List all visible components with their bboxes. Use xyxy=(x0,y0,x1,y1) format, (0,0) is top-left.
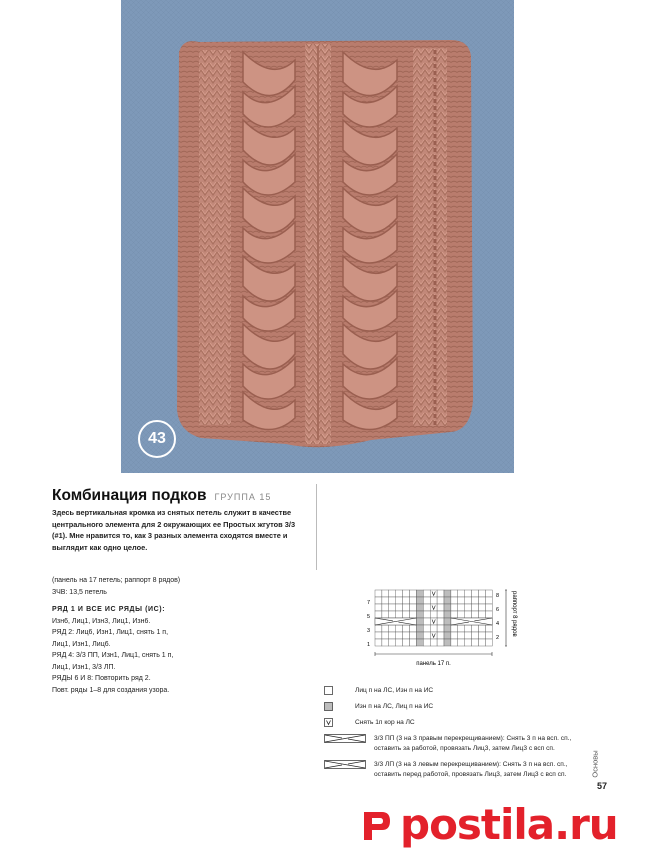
pattern-title: Комбинация подков xyxy=(52,487,207,504)
chart-cell xyxy=(403,597,410,604)
chart-cell xyxy=(472,632,479,639)
chart-cell xyxy=(458,604,465,611)
chart-cell xyxy=(416,639,423,646)
chart-cell xyxy=(437,639,444,646)
chart-cell xyxy=(451,604,458,611)
chart-cell xyxy=(423,604,430,611)
chart-cell xyxy=(375,632,382,639)
chart-cell xyxy=(444,632,451,639)
chart-cell xyxy=(423,597,430,604)
chart-cell xyxy=(485,632,492,639)
chart-cell xyxy=(403,632,410,639)
chart-cell xyxy=(423,590,430,597)
chart-cell xyxy=(396,639,403,646)
chart-cell xyxy=(437,625,444,632)
row-label-right: 6 xyxy=(496,607,500,613)
chart-cell xyxy=(375,590,382,597)
chart-cell xyxy=(444,625,451,632)
chart-cell xyxy=(396,590,403,597)
chart-cell xyxy=(410,590,417,597)
section-label xyxy=(589,747,601,781)
section-text: Основы xyxy=(590,750,600,778)
chart-cell xyxy=(410,632,417,639)
chart-cell xyxy=(444,618,451,625)
legend-item xyxy=(324,760,579,780)
pattern-number-badge: 43 xyxy=(138,420,176,458)
divider xyxy=(316,484,317,570)
chart-cell xyxy=(485,604,492,611)
legend-text: Лиц п на ЛС, Изн п на ИС xyxy=(355,687,434,694)
chart-cell xyxy=(389,625,396,632)
repeat-label: раппорт 8 рядов xyxy=(511,591,517,637)
chart-cell xyxy=(389,597,396,604)
instr-line: (панель на 17 петель; раппорт 8 рядов) xyxy=(52,577,181,584)
legend-text: Снять 1п кор на ЛС xyxy=(355,719,415,726)
instr-line: РЯД 2: Лиц6, Изн1, Лиц1, снять 1 п, xyxy=(52,629,169,636)
swatch-photo xyxy=(121,0,514,473)
chart-cell xyxy=(444,611,451,618)
chart-cell xyxy=(458,597,465,604)
chart-cell xyxy=(423,611,430,618)
chart-cell xyxy=(451,639,458,646)
chart-cell xyxy=(382,639,389,646)
instr-line: Изн6, Лиц1, Изн3, Лиц1, Изн6. xyxy=(52,617,151,625)
chart-cell xyxy=(416,604,423,611)
chart-cell xyxy=(382,632,389,639)
chart-cell xyxy=(416,618,423,625)
chart-cell xyxy=(472,625,479,632)
chart-cell xyxy=(396,604,403,611)
chart-cell xyxy=(403,604,410,611)
row-label-right: 2 xyxy=(496,635,500,641)
watermark-text: postila.ru xyxy=(400,800,618,849)
chart-cell xyxy=(437,632,444,639)
chart-cell xyxy=(430,625,437,632)
chart-cell xyxy=(430,639,437,646)
chart-cell xyxy=(472,639,479,646)
chart-cell xyxy=(410,639,417,646)
knitting-chart xyxy=(360,588,530,673)
chart-cell xyxy=(444,590,451,597)
chart-cell xyxy=(382,590,389,597)
chart-cell xyxy=(485,625,492,632)
chart-cell xyxy=(375,625,382,632)
chart-cell xyxy=(410,597,417,604)
legend-text: 3/3 ЛП (3 на 3 левым перекрещиванием): Снять 3 п на всп. сп., оставить перед работой, провязать Лиц3, затем Лиц3 с всп сп. xyxy=(374,761,568,778)
chart-cell xyxy=(479,625,486,632)
pattern-group: ГРУППА 15 xyxy=(214,492,272,502)
chart-cell xyxy=(437,597,444,604)
chart-cell xyxy=(423,625,430,632)
chart-cell xyxy=(437,618,444,625)
chart-cell xyxy=(479,611,486,618)
instr-line: Лиц1, Изн1, Лиц6. xyxy=(52,640,111,648)
chart-cell xyxy=(458,590,465,597)
chart-cell xyxy=(396,632,403,639)
legend-item xyxy=(324,686,433,696)
chart-cell xyxy=(389,639,396,646)
chart-cell xyxy=(416,597,423,604)
chart-cell xyxy=(416,611,423,618)
chart-cell xyxy=(465,632,472,639)
instr-line: РЯД 4: 3/3 ПП, Изн1, Лиц1, снять 1 п, xyxy=(52,652,174,659)
chart-cell xyxy=(451,597,458,604)
chart-cell xyxy=(444,604,451,611)
chart-cell xyxy=(458,625,465,632)
row-label-right: 4 xyxy=(496,621,500,627)
instr-line: РЯДЫ 6 И 8: Повторить ряд 2. xyxy=(52,675,151,682)
chart-cell xyxy=(465,590,472,597)
chart-cell xyxy=(396,625,403,632)
chart-cell xyxy=(375,639,382,646)
chart-cell xyxy=(423,639,430,646)
chart-cell xyxy=(472,597,479,604)
chart-cell xyxy=(479,590,486,597)
chart-cell xyxy=(389,604,396,611)
chart-cell xyxy=(410,604,417,611)
legend-text: Изн п на ЛС, Лиц п на ИС xyxy=(355,703,434,710)
chart-cell xyxy=(389,611,396,618)
chart-cell xyxy=(403,590,410,597)
chart-cell xyxy=(451,611,458,618)
pattern-intro: Здесь вертикальная кромка из снятых петель служит в качестве центрального элемента для 2 окружающих ее Простых жгутов 3/3 (#1). Мне нравится то, как 3 разных элемента сходятся вместе и выглядит как одно целое. xyxy=(52,508,296,552)
postila-logo-icon xyxy=(356,806,394,844)
chart-cell xyxy=(430,611,437,618)
pattern-header xyxy=(52,487,271,505)
instr-line: ЗЧВ: 13,5 петель xyxy=(52,588,107,596)
instr-heading: РЯД 1 И ВСЕ ИС РЯДЫ (ИС): xyxy=(52,606,166,613)
chart-cell xyxy=(430,597,437,604)
chart-cell xyxy=(375,611,382,618)
instr-line: Лиц1, Изн1, 3/3 ЛП. xyxy=(52,663,116,671)
chart-cell xyxy=(410,625,417,632)
chart-cell xyxy=(403,625,410,632)
chart-cell xyxy=(389,632,396,639)
chart-cell xyxy=(479,604,486,611)
chart-cell xyxy=(416,632,423,639)
legend-text: 3/3 ПП (3 на 3 правым перекрещиванием): Снять 3 п на всп. сп., оставить за работой, провязать Лиц3, затем Лиц3 с всп сп. xyxy=(374,735,572,752)
chart-cell xyxy=(451,590,458,597)
chart-cell xyxy=(479,632,486,639)
row-label-left: 7 xyxy=(367,600,371,606)
chart-cell xyxy=(410,611,417,618)
watermark xyxy=(356,800,618,849)
chart-cell xyxy=(444,639,451,646)
chart-cell xyxy=(423,618,430,625)
right-cross-cable-icon xyxy=(324,734,366,743)
row-label-left: 1 xyxy=(367,642,371,648)
chart-cell xyxy=(451,632,458,639)
chart-cell xyxy=(472,590,479,597)
chart-cell xyxy=(389,590,396,597)
chart-cell xyxy=(403,611,410,618)
chart-cell xyxy=(382,604,389,611)
chart-cell xyxy=(423,632,430,639)
row-label-left: 3 xyxy=(367,628,371,634)
chart-cell xyxy=(465,611,472,618)
row-label-left: 5 xyxy=(367,614,371,620)
chart-cell xyxy=(465,625,472,632)
chart-cell xyxy=(396,597,403,604)
instructions xyxy=(52,575,312,696)
chart-grid xyxy=(360,588,530,673)
chart-cell xyxy=(375,604,382,611)
gray-square-icon xyxy=(324,702,333,711)
chart-cell xyxy=(458,639,465,646)
row-label-right: 8 xyxy=(496,593,500,599)
chart-cell xyxy=(458,632,465,639)
chart-cell xyxy=(485,611,492,618)
chart-cell xyxy=(465,597,472,604)
chart-cell xyxy=(382,597,389,604)
chart-cell xyxy=(444,597,451,604)
chart-cell xyxy=(465,639,472,646)
chart-cell xyxy=(465,604,472,611)
chart-cell xyxy=(451,625,458,632)
chart-cell xyxy=(472,604,479,611)
slip-stitch-icon xyxy=(324,718,333,727)
chart-cell xyxy=(416,625,423,632)
legend-item xyxy=(324,718,415,728)
chart-cell xyxy=(375,597,382,604)
chart-cell xyxy=(416,590,423,597)
chart-cell xyxy=(485,639,492,646)
empty-square-icon xyxy=(324,686,333,695)
chart-cell xyxy=(458,611,465,618)
chart-cell xyxy=(485,597,492,604)
legend-item xyxy=(324,702,433,712)
chart-cell xyxy=(479,597,486,604)
chart-cell xyxy=(403,639,410,646)
chart-cell xyxy=(485,590,492,597)
left-cross-cable-icon xyxy=(324,760,366,769)
chart-cell xyxy=(479,639,486,646)
chart-cell xyxy=(437,604,444,611)
chart-cell xyxy=(437,590,444,597)
chart-cell xyxy=(472,611,479,618)
chart-cell xyxy=(437,611,444,618)
legend-item xyxy=(324,734,579,754)
chart-cell xyxy=(396,611,403,618)
chart-cell xyxy=(382,611,389,618)
instr-line: Повт. ряды 1–8 для создания узора. xyxy=(52,686,170,694)
page-number: 57 xyxy=(597,781,608,791)
chart-cell xyxy=(382,625,389,632)
panel-label: панель 17 п. xyxy=(416,661,451,667)
